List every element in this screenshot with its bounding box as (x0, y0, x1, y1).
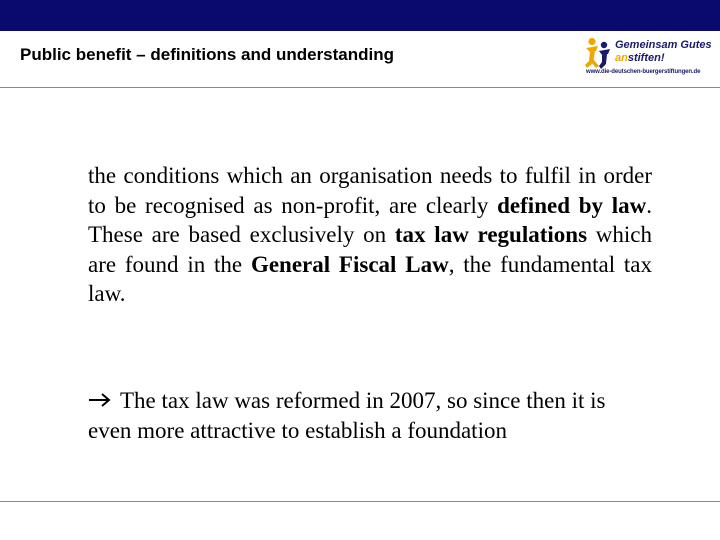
logo-text-line2 (615, 52, 665, 64)
slide-title: Public benefit – definitions and understanding (20, 45, 395, 64)
paragraph-text: the conditions which an organisation needs to fulfil in order to be recognised as non-profit, are clearly (88, 163, 652, 218)
logo-rest-text: stiften! (627, 52, 665, 64)
paragraph-text: . These are based exclusively on (88, 192, 652, 247)
buergerstiftungen-logo (583, 37, 715, 81)
top-bar (0, 0, 720, 31)
logo-accent-text: an (615, 52, 628, 64)
people-figure-icon (583, 37, 613, 71)
slide-header (0, 31, 720, 86)
logo-text-line1: Gemeinsam Gutes (615, 39, 712, 51)
logo-url: www.die-deutschen-buergerstiftungen.de (586, 69, 701, 75)
footer-divider (0, 501, 720, 502)
paragraph-text: , the fundamental tax law. (88, 251, 652, 306)
emphasis-text: General Fiscal Law (250, 251, 449, 277)
header-divider (0, 87, 720, 88)
paragraph-text: which are found in the (88, 222, 653, 277)
emphasis-text: defined by law (497, 192, 647, 218)
emphasis-text: tax law regulations (394, 222, 588, 247)
note-text: The tax law was reformed in 2007, so since then it is even more attractive to establish a foundation (88, 388, 606, 443)
reform-note (88, 386, 628, 446)
right-arrow-icon (88, 392, 112, 408)
body-paragraph (88, 161, 652, 309)
